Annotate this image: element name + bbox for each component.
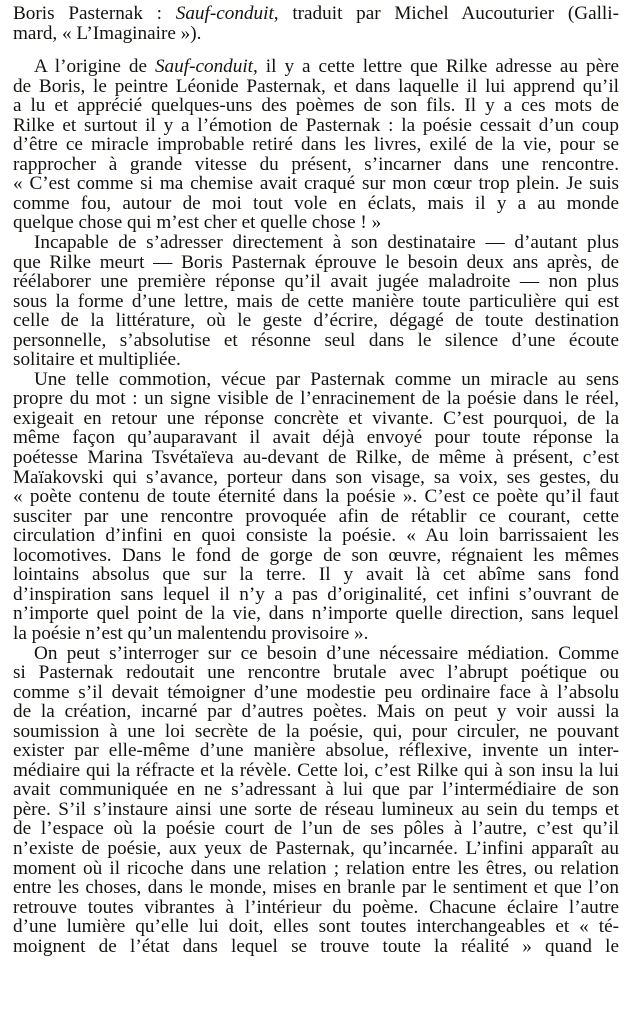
text-run: rapprocher à grande vitesse du présent, s’incarner dans une rencontre.	[13, 153, 619, 175]
text-line	[13, 194, 619, 214]
italic-title: Sauf-conduit	[175, 3, 274, 24]
text-run: personnelle, s’absolutise et résonne seul dans le silence d’une écoute	[13, 329, 619, 351]
text-line	[13, 819, 619, 839]
text-line	[13, 77, 619, 97]
text-run: d’inspiration sans lequel il n’y a pas d’originalité, cet infini s’ouvrant de	[13, 583, 619, 605]
text-run: si Pasternak redoutait une rencontre brutale avec l’abrupt poétique ou	[13, 662, 619, 684]
text-line	[13, 898, 619, 918]
text-line	[13, 663, 619, 683]
text-run: d’une lumière qu’elle lui doit, elles sont toutes interchangeables et « té-	[13, 916, 619, 938]
text-run: n’existe de poésie, aux yeux de Pasternak, qu’incarnée. L’infini apparaît au	[13, 837, 619, 859]
text-run: Incapable de s’adresser directement à son destinataire — d’autant plus	[34, 232, 619, 254]
text-line	[13, 565, 619, 585]
text-line	[13, 233, 619, 253]
bibliographic-reference	[13, 4, 619, 43]
text-run: père. S’il s’instaure ainsi une sorte de réseau lumineux au sein du temps et	[13, 798, 619, 820]
text-run: Maïakovski qui s’avance, porteur dans son visage, sa voix, ses gestes, du	[13, 466, 619, 488]
text-line	[13, 253, 619, 273]
text-line	[13, 487, 619, 507]
paragraph	[13, 233, 619, 370]
text-line	[13, 57, 619, 77]
text-run: moment où il ricoche dans une relation ; relation entre les êtres, ou relation	[13, 857, 619, 879]
text-line	[13, 839, 619, 859]
text-run: retrouve toutes vibrantes à l’intérieur du poème. Chacune éclaire l’autre	[13, 896, 619, 918]
text-line	[13, 24, 619, 44]
text-line	[13, 4, 619, 24]
text-line	[13, 174, 619, 194]
text-line	[13, 389, 619, 409]
text-line	[13, 409, 619, 429]
text-run: comme s’il devait témoigner d’une modestie peu ordinaire face à l’absolu	[13, 681, 619, 703]
text-run: Une telle commotion, vécue par Pasternak comme un miracle au sens	[34, 368, 619, 390]
text-line	[13, 526, 619, 546]
book-page	[13, 4, 619, 956]
text-line	[13, 585, 619, 605]
text-run: , traduit par Michel Aucouturier (Galli-	[273, 3, 619, 24]
reference-lines	[13, 4, 619, 43]
text-line	[13, 116, 619, 136]
text-line	[13, 741, 619, 761]
italic-title: Sauf-conduit	[154, 56, 254, 78]
section-gap	[13, 43, 619, 57]
text-line	[13, 937, 619, 957]
text-line	[13, 507, 619, 527]
text-run: susciter par une rencontre provoquée afin de rétablir ce courant, cette	[13, 505, 619, 527]
text-run: comme fou, autour de moi tout vole en éclats, mais il y a au monde	[13, 192, 619, 214]
text-run: solitaire et multipliée.	[13, 349, 181, 371]
text-run: Boris Pasternak :	[13, 3, 176, 24]
text-line	[13, 272, 619, 292]
text-run: locomotives. Dans le fond de gorge de son œuvre, régnaient les mêmes	[13, 544, 619, 566]
text-line	[13, 702, 619, 722]
text-line	[13, 448, 619, 468]
text-run: exister par elle-même d’une manière absolue, réflexive, invente un inter-	[13, 740, 619, 762]
text-line	[13, 722, 619, 742]
text-line	[13, 468, 619, 488]
text-line	[13, 428, 619, 448]
text-run: poétesse Marina Tsvétaïeva au-devant de Rilke, de même à présent, c’est	[13, 447, 619, 469]
text-run: entre les choses, dans le monde, mises en branle par le sentiment et que l’on	[13, 877, 619, 899]
text-line	[13, 800, 619, 820]
text-run: n’importe quel point de la vie, dans n’importe quelle direction, sans lequel	[13, 603, 619, 625]
text-line	[13, 370, 619, 390]
text-run: celle de la littérature, où le geste d’écrire, dégagé de toute destination	[13, 310, 619, 332]
text-run: d’être ce miracle improbable retiré dans les livres, exilé de la vie, pour se	[13, 134, 619, 156]
text-line	[13, 917, 619, 937]
text-line	[13, 859, 619, 879]
text-run: propre du mot : un signe visible de l’enracinement de la poésie dans le réel,	[13, 388, 619, 410]
text-line	[13, 213, 619, 233]
text-line	[13, 546, 619, 566]
body-text	[13, 57, 619, 956]
text-run: lointains absolus que sur la terre. Il y avait là cet abîme sans fond	[13, 564, 619, 586]
text-run: même façon qu’auparavant il avait déjà envoyé pour toute réponse la	[13, 427, 619, 449]
text-run: de la création, incarné par d’autres poètes. Mais on peut y voir aussi la	[13, 701, 619, 723]
text-run: de Boris, le peintre Léonide Pasternak, et dans laquelle il lui apprend qu’il	[13, 75, 619, 97]
text-run: moignent de l’état dans lequel se trouve toute la réalité » quand le	[13, 935, 619, 957]
text-line	[13, 155, 619, 175]
text-run: « C’est comme si ma chemise avait craqué sur mon cœur trop plein. Je suis	[13, 173, 619, 195]
paragraph	[13, 57, 619, 233]
text-run: la poésie n’est qu’un malentendu provisoire ».	[13, 622, 369, 644]
text-run: quelque chose qui m’est cher et quelle chose ! »	[13, 212, 382, 234]
text-line	[13, 761, 619, 781]
text-run: A l’origine de	[34, 56, 155, 78]
text-run: réélaborer une première réponse qu’il avait jugée maladroite — non plus	[13, 271, 619, 293]
text-line	[13, 292, 619, 312]
text-run: , il y a cette lettre que Rilke adresse au père	[253, 56, 619, 78]
text-line	[13, 135, 619, 155]
text-run: a lu et apprécié quelques-uns des poèmes de son fils. Il y a ces mots de	[13, 95, 619, 117]
text-line	[13, 311, 619, 331]
text-line	[13, 96, 619, 116]
text-line	[13, 350, 619, 370]
text-run: sous la forme d’une lettre, mais de cette manière toute particulière qui est	[13, 290, 619, 312]
text-run: avait communiquée en ne s’adressant à lui que par l’intermédiaire de son	[13, 779, 619, 801]
paragraph	[13, 370, 619, 644]
text-run: exigeait en retour une réponse concrète et vivante. C’est pourquoi, de la	[13, 407, 619, 429]
text-run: Rilke et surtout il y a l’émotion de Pasternak : la poésie cessait d’un coup	[13, 114, 619, 136]
text-line	[13, 331, 619, 351]
text-run: médiaire qui la réfracte et la révèle. Cette loi, c’est Rilke qui à son insu la lui	[13, 759, 619, 781]
text-line	[13, 644, 619, 664]
text-line	[13, 624, 619, 644]
text-run: On peut s’interroger sur ce besoin d’une nécessaire médiation. Comme	[34, 642, 619, 664]
text-run: soumission à une loi secrète de la poésie, qui, pour circuler, ne pouvant	[13, 720, 619, 742]
text-run: « poète contenu de toute éternité dans la poésie ». C’est ce poète qu’il faut	[13, 486, 619, 508]
text-run: de l’espace où la poésie court de l’un de ses pôles à l’autre, c’est qu’il	[13, 818, 619, 840]
text-line	[13, 604, 619, 624]
paragraph	[13, 644, 619, 957]
text-line	[13, 780, 619, 800]
text-line	[13, 683, 619, 703]
text-run: circulation d’infini en quoi consiste la poésie. « Au loin barrissaient les	[13, 525, 619, 547]
text-run: que Rilke meurt — Boris Pasternak éprouve le besoin deux ans après, de	[13, 251, 619, 273]
text-line	[13, 878, 619, 898]
text-run: mard, « L’Imaginaire »).	[13, 22, 202, 44]
